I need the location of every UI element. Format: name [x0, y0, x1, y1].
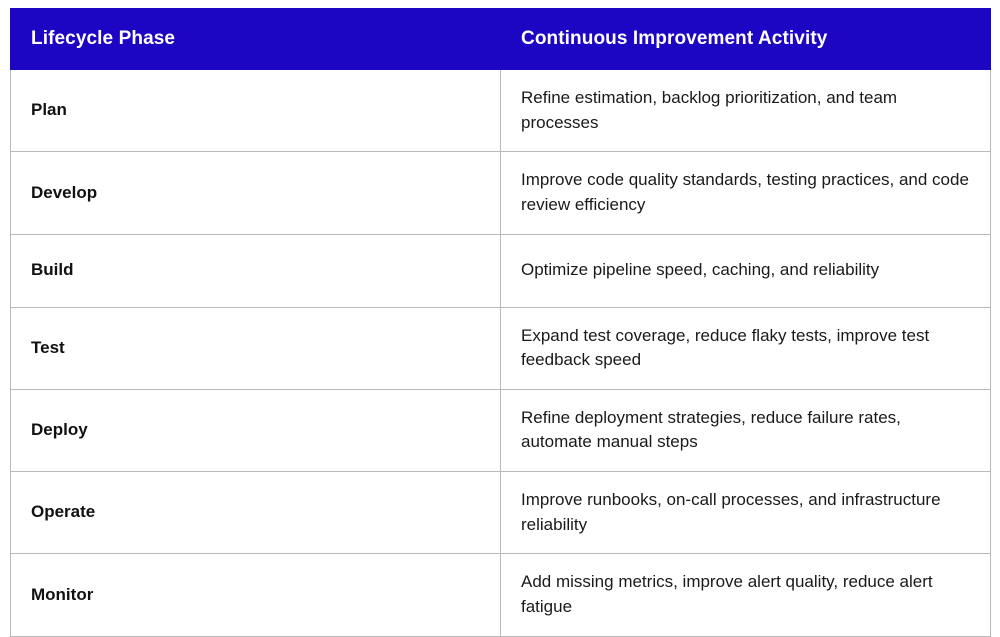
cell-activity: Optimize pipeline speed, caching, and reliability — [501, 234, 991, 307]
cell-phase: Monitor — [11, 554, 501, 636]
cell-activity: Refine deployment strategies, reduce failure rates, automate manual steps — [501, 389, 991, 471]
table-row — [11, 472, 991, 554]
table-header — [11, 9, 991, 70]
cell-phase: Operate — [11, 472, 501, 554]
column-header-lifecycle-phase: Lifecycle Phase — [11, 9, 501, 70]
table-row — [11, 70, 991, 152]
cell-phase: Deploy — [11, 389, 501, 471]
cell-activity: Expand test coverage, reduce flaky tests, improve test feedback speed — [501, 307, 991, 389]
cell-activity: Improve runbooks, on-call processes, and infrastructure reliability — [501, 472, 991, 554]
column-header-continuous-improvement-activity: Continuous Improvement Activity — [501, 9, 991, 70]
table-row — [11, 554, 991, 636]
cell-phase: Plan — [11, 70, 501, 152]
table-row — [11, 234, 991, 307]
table-body — [11, 70, 991, 637]
cell-phase: Develop — [11, 152, 501, 234]
table-row — [11, 389, 991, 471]
cell-activity: Refine estimation, backlog prioritization, and team processes — [501, 70, 991, 152]
table-header-row — [11, 9, 991, 70]
cell-phase: Build — [11, 234, 501, 307]
table-row — [11, 152, 991, 234]
cell-activity: Improve code quality standards, testing practices, and code review efficiency — [501, 152, 991, 234]
cell-activity: Add missing metrics, improve alert quality, reduce alert fatigue — [501, 554, 991, 636]
table-row — [11, 307, 991, 389]
cell-phase: Test — [11, 307, 501, 389]
lifecycle-improvement-table — [10, 8, 991, 637]
